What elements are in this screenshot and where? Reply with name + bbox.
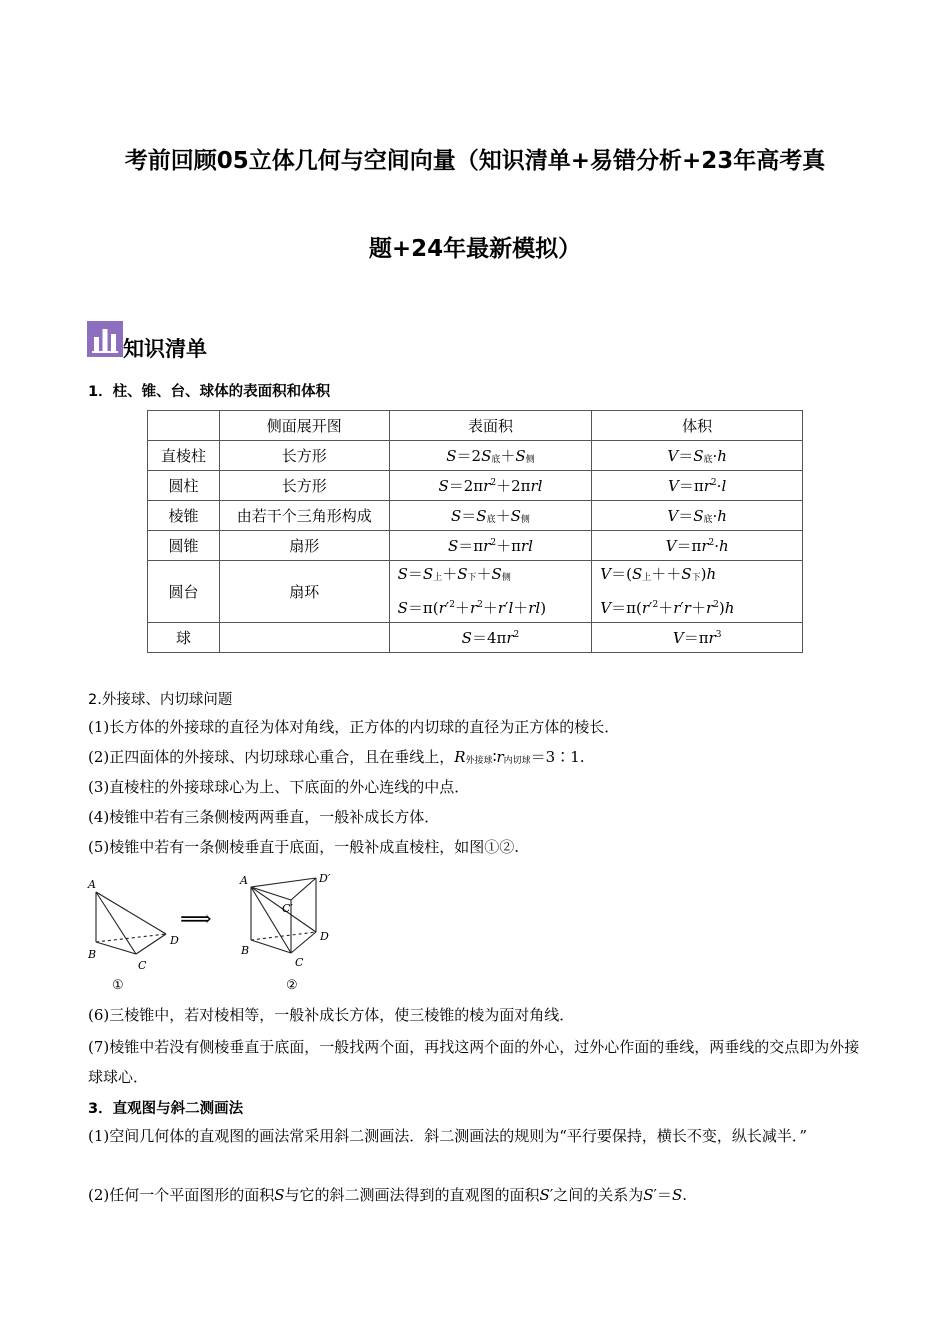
point-c-label: C xyxy=(138,959,147,972)
surface-formula: $S=S_底+S_侧$ xyxy=(389,501,592,531)
paragraph: (1)空间几何体的直观图的画法常采用斜二测画法．斜二测画法的规则为“平行要保持，横长不变，纵长减半．” xyxy=(88,1127,808,1145)
surface-formula: $S=2\pi r^2+2\pi rl$ xyxy=(389,471,592,501)
volume-formula: $V=\pi r^3$ xyxy=(592,623,803,653)
point-c-label: C xyxy=(295,956,304,969)
unfold-shape xyxy=(219,623,389,653)
point-a-label: A xyxy=(240,874,248,887)
heading-formulas: 1．柱、锥、台、球体的表面积和体积 xyxy=(88,384,331,400)
heading-oblique-drawing: 3．直观图与斜二测画法 xyxy=(88,1101,244,1117)
subscript: 外接球 xyxy=(465,756,493,766)
header-cell: 侧面展开图 xyxy=(219,411,389,441)
paragraph: (7)棱锥中若没有侧棱垂直于底面，一般找两个面，再找这两个面的外心，过外心作面的垂线，两垂线的交点即为外接球球心． xyxy=(88,1038,860,1086)
header-cell: 表面积 xyxy=(389,411,592,441)
solid-name: 直棱柱 xyxy=(148,441,220,471)
heading-spheres: 2.外接球、内切球问题 xyxy=(88,692,233,708)
table-row xyxy=(148,441,803,471)
volume-formula: $V=S_底\cdot h$ xyxy=(592,441,803,471)
text-run: 与它的斜二测画法得到的直观图的面积 xyxy=(284,1186,540,1204)
paragraph: (2)任何一个平面图形的面积S与它的斜二测画法得到的直观图的面积S′之间的关系为S′＝S. xyxy=(88,1186,687,1204)
text-run: ＝3∶1. xyxy=(530,748,585,766)
surface-formula: $S=S_上+S_下+S_侧$ $S=\pi(r'^2+r^2+r'l+rl)$ xyxy=(389,561,592,623)
point-b-label: B xyxy=(88,948,97,961)
solid-name: 棱锥 xyxy=(148,501,220,531)
pyramid-figure xyxy=(86,872,346,994)
point-b-label: B xyxy=(241,944,250,957)
point-c-prime-label: C′ xyxy=(282,902,293,915)
point-d-label: D xyxy=(320,930,329,943)
unfold-shape: 扇形 xyxy=(219,531,389,561)
surface-formula: $S=4\pi r^2$ xyxy=(389,623,592,653)
text-run: (2)正四面体的外接球、内切球球心重合，且在垂线上， xyxy=(88,748,455,766)
volume-formula: $V=\pi r^2\cdot l$ xyxy=(592,471,803,501)
figure-2-label: ② xyxy=(286,978,298,993)
point-d-label: D xyxy=(170,934,179,947)
paragraph: (5)棱锥中若有一条侧棱垂直于底面，一般补成直棱柱，如图①②. xyxy=(88,838,520,856)
table-row xyxy=(148,471,803,501)
header-cell: 体积 xyxy=(592,411,803,441)
point-a-label: A xyxy=(88,878,96,891)
unfold-shape: 长方形 xyxy=(219,471,389,501)
document-title-line1: 考前回顾05立体几何与空间向量（知识清单+易错分析+23年高考真 xyxy=(124,148,826,174)
solid-name: 圆锥 xyxy=(148,531,220,561)
header-cell xyxy=(148,411,220,441)
paragraph: (4)棱锥中若有三条侧棱两两垂直，一般补成长方体． xyxy=(88,808,440,826)
solid-name: 圆台 xyxy=(148,561,220,623)
paragraph: (6)三棱锥中，若对棱相等，一般补成长方体，使三棱锥的棱为面对角线． xyxy=(88,1006,575,1024)
text-run: 之间的关系为 xyxy=(553,1186,644,1204)
surface-formula: $S=\pi r^2+\pi rl$ xyxy=(389,531,592,561)
figure-1-label: ① xyxy=(112,978,124,993)
surface-formula: $S=2S_底+S_侧$ xyxy=(389,441,592,471)
point-d-prime-label: D′ xyxy=(319,872,331,885)
paragraph: (1)长方体的外接球的直径为体对角线，正方体的内切球的直径为正方体的棱长． xyxy=(88,718,620,736)
unfold-shape: 长方形 xyxy=(219,441,389,471)
subscript: 内切球 xyxy=(503,756,531,766)
unfold-shape: 扇环 xyxy=(219,561,389,623)
volume-formula: $V=(S_上++S_下)h$ $V=\pi(r'^2+r'r+r^2)h$ xyxy=(592,561,803,623)
unfold-shape: 由若干个三角形构成 xyxy=(219,501,389,531)
table-row xyxy=(148,501,803,531)
section-title: 知识清单 xyxy=(123,337,207,361)
table-row xyxy=(148,531,803,561)
formula-table xyxy=(147,410,803,653)
bar-chart-icon xyxy=(87,321,123,357)
table-row xyxy=(148,623,803,653)
implies-arrow: ⟹ xyxy=(180,907,212,932)
table-header-row xyxy=(148,411,803,441)
text-run: (2)任何一个平面图形的面积 xyxy=(88,1186,275,1204)
paragraph: (2)正四面体的外接球、内切球球心重合，且在垂线上，$R_{外接球}∶r_{内切球}=3∶1$. xyxy=(88,748,585,766)
table-row xyxy=(148,561,803,623)
volume-formula: $V=S_底\cdot h$ xyxy=(592,501,803,531)
document-title-line2: 题+24年最新模拟） xyxy=(368,236,582,262)
solid-name: 圆柱 xyxy=(148,471,220,501)
volume-formula: $V=\pi r^2\cdot h$ xyxy=(592,531,803,561)
paragraph: (3)直棱柱的外接球球心为上、下底面的外心连线的中点． xyxy=(88,778,470,796)
solid-name: 球 xyxy=(148,623,220,653)
